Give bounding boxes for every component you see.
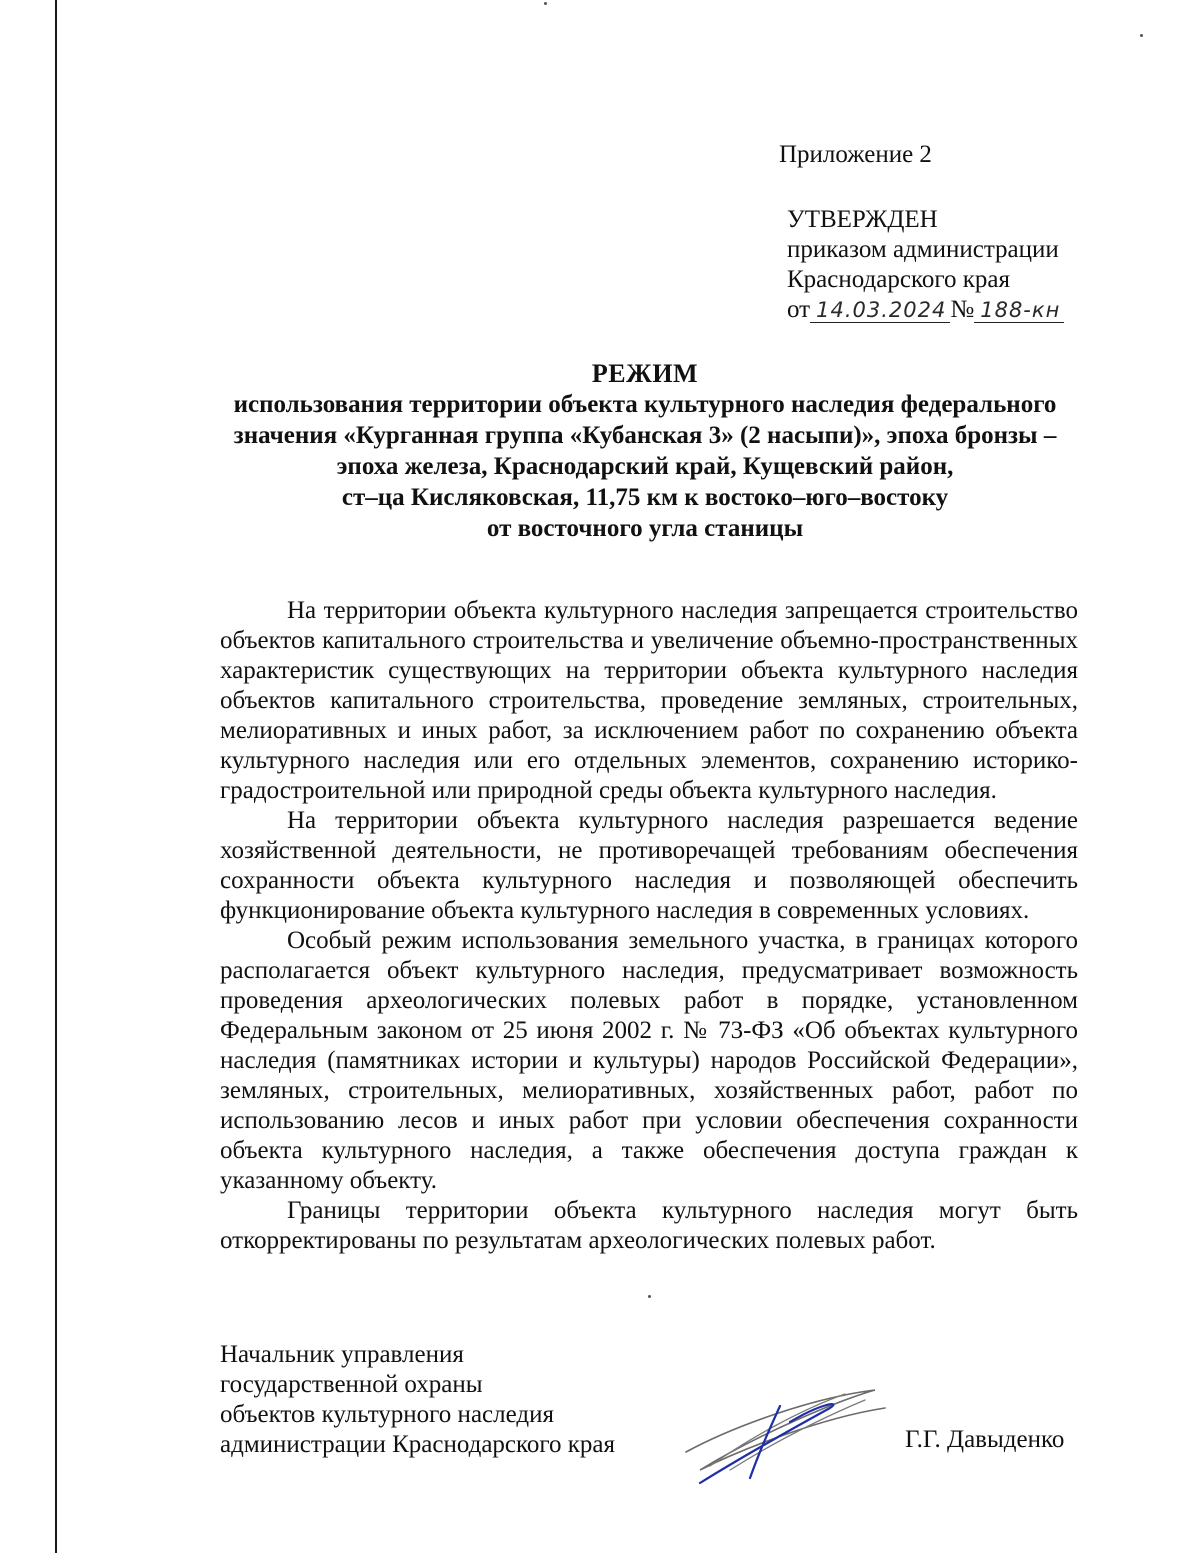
paragraph-permissions: На территории объекта культурного наследия разрешается ведение хозяйственной деятельности, не противоречащей требованиям обеспечения сохранности объекта культурного наследия и позволяющей обеспечить функционирование объекта культурного наследия в современных условиях.	[220, 807, 1078, 924]
paragraph-boundaries: Границы территории объекта культурного наследия могут быть откорректированы по результатам археологических полевых работ.	[220, 1197, 1078, 1254]
title-line: эпоха железа, Краснодарский край, Кущевский район,	[336, 453, 954, 480]
order-label: приказом администрации	[787, 236, 1059, 263]
order-date-handwritten: 14.03.2024	[810, 298, 950, 323]
number-label: №	[950, 296, 975, 323]
document-title-block	[200, 358, 1090, 544]
appendix-label: Приложение 2	[779, 141, 932, 168]
position-line: Начальник управления	[220, 1341, 464, 1368]
title-line: ст–ца Кисляковская, 11,75 км к востоко–юго–востоку	[341, 484, 949, 511]
signer-name: Г.Г. Давыденко	[905, 1426, 1065, 1453]
signatory-position	[220, 1340, 615, 1460]
scan-speck	[1140, 34, 1143, 37]
region-label: Краснодарского края	[787, 266, 1010, 293]
document-title: РЕЖИМ	[591, 359, 699, 388]
title-line: использования территории объекта культурного наследия федерального	[233, 391, 1057, 418]
title-line: значения «Курганная группа «Кубанская 3» (2 насыпи)», эпоха бронзы –	[233, 422, 1057, 449]
scan-speck	[648, 1295, 651, 1298]
position-line: государственной охраны	[220, 1371, 483, 1398]
from-label: от	[787, 296, 811, 323]
paragraph-prohibitions: На территории объекта культурного наследия запрещается строительство объектов капитального строительства и увеличение объемно-пространственных характеристик существующих на территории объекта культурного наследия объектов капитального строительства, проведение земляных, строительных, мелиоративных и иных работ, за исключением работ по сохранению объекта культурного наследия или его отдельных элементов, сохранению историко-градостроительной или природной среды объекта культурного наследия.	[220, 597, 1078, 804]
document-body	[220, 596, 1078, 1256]
order-date-number-line	[787, 295, 1064, 325]
scan-left-edge	[55, 0, 57, 1553]
approved-block	[787, 205, 1064, 325]
order-number-handwritten: 188-кн	[974, 298, 1064, 323]
position-line: объектов культурного наследия	[220, 1401, 554, 1428]
title-line: от восточного угла станицы	[486, 515, 804, 542]
scan-speck	[544, 2, 547, 5]
paragraph-special-regime: Особый режим использования земельного участка, в границах которого располагается объект культурного наследия, предусматривает возможность проведения археологических полевых работ в порядке, установленном Федеральным законом от 25 июня 2002 г. № 73-ФЗ «Об объектах культурного наследия (памятниках истории и культуры) народов Российской Федерации», земляных, строительных, мелиоративных, хозяйственных работ, работ по использованию лесов и иных работ при условии обеспечения сохранности объекта культурного наследия, а также обеспечения доступа граждан к указанному объекту.	[220, 927, 1078, 1194]
approved-label: УТВЕРЖДЕН	[787, 206, 938, 233]
position-line: администрации Краснодарского края	[220, 1431, 616, 1458]
handwritten-signature	[670, 1378, 900, 1488]
